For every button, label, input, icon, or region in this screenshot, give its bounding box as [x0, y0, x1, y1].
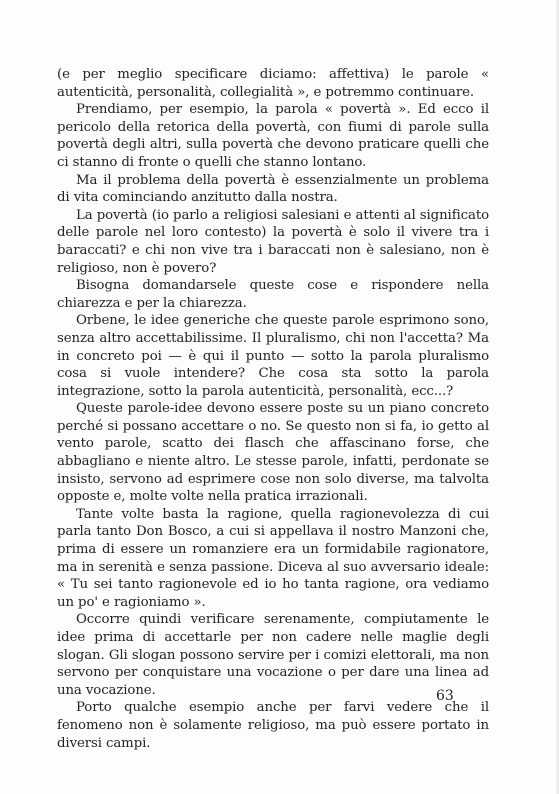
paragraph: Ma il problema della povertà è essenzialmente un problema di vita cominciando anzitutto dalla nostra. — [57, 172, 489, 206]
page-number: 63 — [436, 688, 454, 704]
paragraph: Occorre quindi verificare serenamente, compiutamente le idee prima di accettarle per non cadere nelle maglie degli slogan. Gli slogan possono servire per i comizi elettorali, ma non servono per conquistare una vocazione o per dare una linea ad una vocazione. — [57, 612, 489, 698]
paragraph: La povertà (io parlo a religiosi salesiani e attenti al significato delle parole nel loro contesto) la povertà è solo il vivere tra i baraccati? e chi non vive tra i baraccati non è salesiano, non è religioso, non è povero? — [57, 207, 489, 276]
paragraph: Prendiamo, per esempio, la parola « povertà ». Ed ecco il pericolo della retorica della povertà, con fiumi di parole sulla povertà degli altri, sulla povertà che devono praticare quelli che ci stanno di fronte o quelli che stanno lontano. — [57, 102, 489, 170]
body-text — [57, 66, 489, 752]
paragraph: Porto qualche esempio anche per farvi vedere che il fenomeno non è solamente religioso, ma può essere portato in diversi campi. — [57, 700, 489, 751]
paragraph: Queste parole-idee devono essere poste su un piano concreto perché si possano accettare o no. Se questo non si fa, io getto al vento parole, scatto dei flasch che affascinano forse, che abbagliano e niente altro. Le stesse parole, infatti, perdonate se insisto, servono ad esprimere cose non solo diverse, ma talvolta opposte e, molte volte nella pratica irrazionali. — [57, 401, 489, 505]
paragraph: Orbene, le idee generiche che queste parole esprimono sono, senza altro accettabilissime. Il pluralismo, chi non l'accetta? Ma in concreto poi — è qui il punto — sotto la parola pluralismo cosa si vuole intendere? Che cosa sta sotto la parola integrazione, sotto la parola autenticità, personalità, ecc...? — [57, 313, 489, 399]
paragraph: (e per meglio specificare diciamo: affettiva) le parole « autenticità, personalità, collegialità », e potremmo continuare. — [57, 67, 489, 100]
paragraph: Tante volte basta la ragione, quella ragionevolezza di cui parla tanto Don Bosco, a cui si appellava il nostro Manzoni che, prima di essere un romanziere era un formidabile ragionatore, ma in serenità e senza passione. Diceva al suo avversario ideale: « Tu sei tanto ragionevole ed io ho tanta ragione, ora vediamo un po' e ragioniamo ». — [57, 506, 489, 610]
page-edge-shadow — [555, 0, 559, 794]
paragraph: Bisogna domandarsele queste cose e rispondere nella chiarezza e per la chiarezza. — [57, 278, 489, 311]
